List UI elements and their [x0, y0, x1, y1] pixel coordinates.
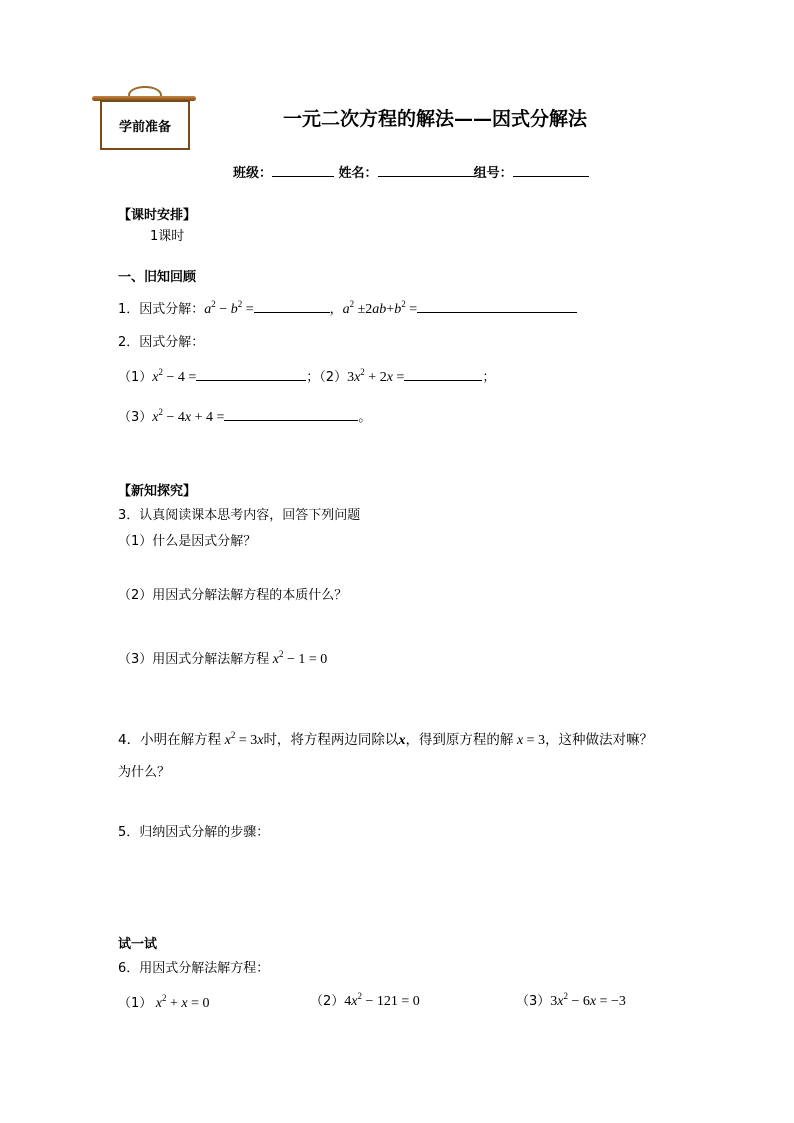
class-blank[interactable]	[272, 164, 334, 177]
q4-text-a: 小明在解方程	[140, 732, 222, 748]
q6-part1-label: （1）	[118, 996, 153, 1011]
review-heading: 一、旧知回顾	[118, 270, 197, 285]
name-label: 姓名：	[338, 166, 378, 181]
q6-part3	[516, 990, 626, 1010]
q4-expr-a: $x^2 = 3x$	[221, 730, 264, 748]
q3-3-text: （3）用因式分解法解方程	[118, 652, 270, 667]
info-line	[233, 162, 589, 181]
group-label: 组号：	[473, 166, 513, 181]
q2-part2-end: ；	[482, 370, 496, 385]
q6-part3-expr: $3x^2 - 6x = -3$	[550, 991, 626, 1009]
q3-3-expr: $x^2 - 1 = 0$	[269, 649, 328, 667]
q2-part2-expr: $3x^2 + 2x$ =	[347, 367, 405, 385]
question-1	[118, 298, 577, 318]
question-6: 6．用因式分解法解方程：	[118, 961, 270, 976]
name-blank[interactable]	[378, 164, 474, 177]
q2-part3-label: （3）	[118, 410, 153, 425]
q1-blank-a[interactable]	[254, 300, 330, 313]
q1-prefix: 1．因式分解：	[118, 302, 205, 317]
q6-part2	[310, 990, 420, 1010]
question-3-3	[118, 648, 327, 668]
q2-part1-label: （1）	[118, 370, 153, 385]
q2-part3-blank[interactable]	[224, 408, 358, 421]
question-3-2: （2）用因式分解法解方程的本质什么？	[118, 588, 348, 603]
q6-part1	[118, 992, 210, 1012]
question-3-1: （1）什么是因式分解？	[118, 534, 257, 549]
question-2: 2．因式分解：	[118, 335, 205, 350]
q2-part1-blank[interactable]	[196, 368, 306, 381]
q2-part2-blank[interactable]	[404, 368, 482, 381]
q4-number: 4	[118, 732, 127, 748]
q2-part3-expr: $x^2 - 4x + 4$ =	[152, 407, 225, 425]
q4-var: x	[398, 733, 406, 748]
q4-expr-b: x = 3	[513, 733, 546, 748]
q2-part3-end: 。	[358, 410, 372, 425]
q1-expr-b: $a^2 \pm 2ab+b^2$ =	[342, 299, 418, 317]
page-title: 一元二次方程的解法——因式分解法	[283, 108, 588, 130]
q6-part2-label: （2）	[310, 994, 345, 1009]
q1-sep: ，	[329, 302, 343, 317]
question-3: 3．认真阅读课本思考内容，回答下列问题	[118, 508, 361, 523]
q4-text-d: ，这种做法对嘛？	[545, 732, 654, 748]
badge-label: 学前准备	[118, 120, 171, 135]
q4-text-c: ，得到原方程的解	[405, 732, 514, 748]
question-5: 5．归纳因式分解的步骤：	[118, 825, 270, 840]
class-label: 班级：	[233, 166, 273, 181]
badge-logo	[92, 82, 200, 150]
q2-part1-expr: $x^2 - 4$ =	[152, 367, 197, 385]
explore-heading: 【新知探究】	[118, 484, 197, 499]
question-4-line2: 为什么？	[118, 765, 171, 780]
question-2-parts-a	[118, 366, 495, 386]
q6-part3-label: （3）	[516, 994, 551, 1009]
q2-part2-label: ；（2）	[306, 370, 348, 385]
badge-frame	[100, 100, 190, 150]
q4-text-b: 时，将方程两边同除以	[263, 732, 399, 748]
q6-part2-expr: $4x^2 - 121 = 0$	[344, 991, 420, 1009]
q1-expr-a: $a^2 - b^2$ =	[204, 299, 254, 317]
q1-blank-b[interactable]	[417, 300, 577, 313]
question-4	[118, 728, 653, 749]
group-blank[interactable]	[513, 164, 589, 177]
try-heading: 试一试	[118, 937, 158, 952]
q4-dot: ．	[126, 732, 141, 748]
schedule-heading: 【课时安排】	[118, 208, 197, 223]
q6-part1-expr: $x^2 + x = 0$	[152, 993, 210, 1011]
question-2-parts-b	[118, 406, 371, 426]
schedule-value: 1课时	[150, 229, 185, 244]
